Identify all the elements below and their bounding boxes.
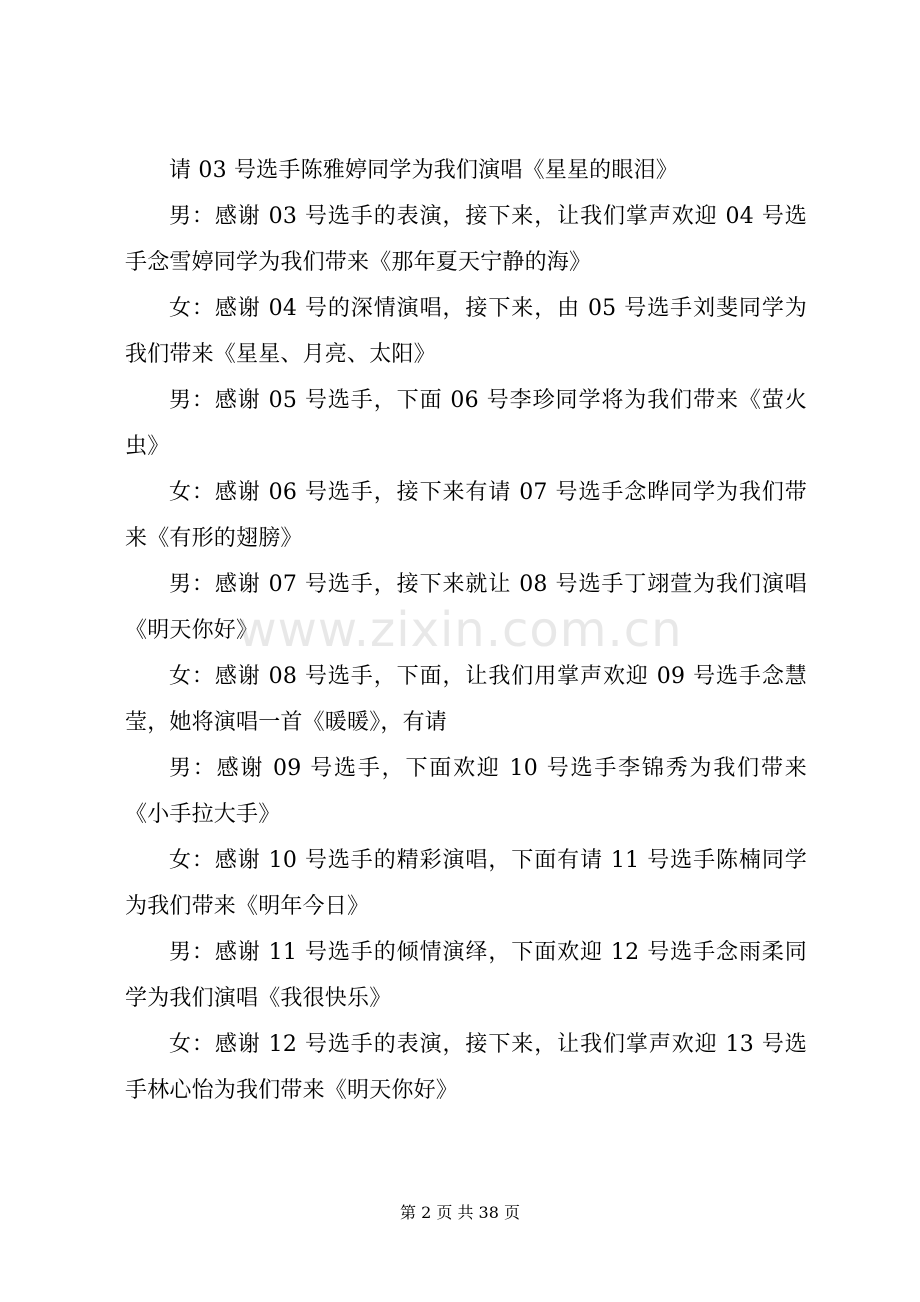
paragraph: 男：感谢 09 号选手，下面欢迎 10 号选手李锦秀为我们带来《小手拉大手》 — [125, 756, 807, 827]
document-body — [125, 158, 807, 1114]
paragraph: 男：感谢 05 号选手，下面 06 号李珍同学将为我们带来《萤火虫》 — [125, 388, 807, 459]
paragraph: 女：感谢 10 号选手的精彩演唱，下面有请 11 号选手陈楠同学为我们带来《明年今日》 — [125, 848, 807, 919]
paragraph: 女：感谢 12 号选手的表演，接下来，让我们掌声欢迎 13 号选手林心怡为我们带来《明天你好》 — [125, 1032, 807, 1103]
paragraph: 请 03 号选手陈雅婷同学为我们演唱《星星的眼泪》 — [169, 158, 678, 183]
paragraph: 男：感谢 11 号选手的倾情演绎，下面欢迎 12 号选手念雨柔同学为我们演唱《我很快乐》 — [125, 940, 807, 1011]
paragraph: 男：感谢 07 号选手，接下来就让 08 号选手丁翊萱为我们演唱《明天你好》 — [125, 572, 807, 643]
paragraph: 女：感谢 04 号的深情演唱，接下来，由 05 号选手刘斐同学为我们带来《星星、月亮、太阳》 — [125, 296, 807, 367]
paragraph: 女：感谢 06 号选手，接下来有请 07 号选手念晔同学为我们带来《有形的翅膀》 — [125, 480, 807, 551]
page-footer: 第 2 页 共 38 页 — [400, 1203, 520, 1222]
paragraph: 男：感谢 03 号选手的表演，接下来，让我们掌声欢迎 04 号选手念雪婷同学为我们带来《那年夏天宁静的海》 — [125, 204, 807, 275]
watermark: www.zixin.com.cn — [237, 602, 683, 658]
paragraph: 女：感谢 08 号选手，下面，让我们用掌声欢迎 09 号选手念慧莹，她将演唱一首《暖暖》，有请 — [125, 664, 807, 735]
